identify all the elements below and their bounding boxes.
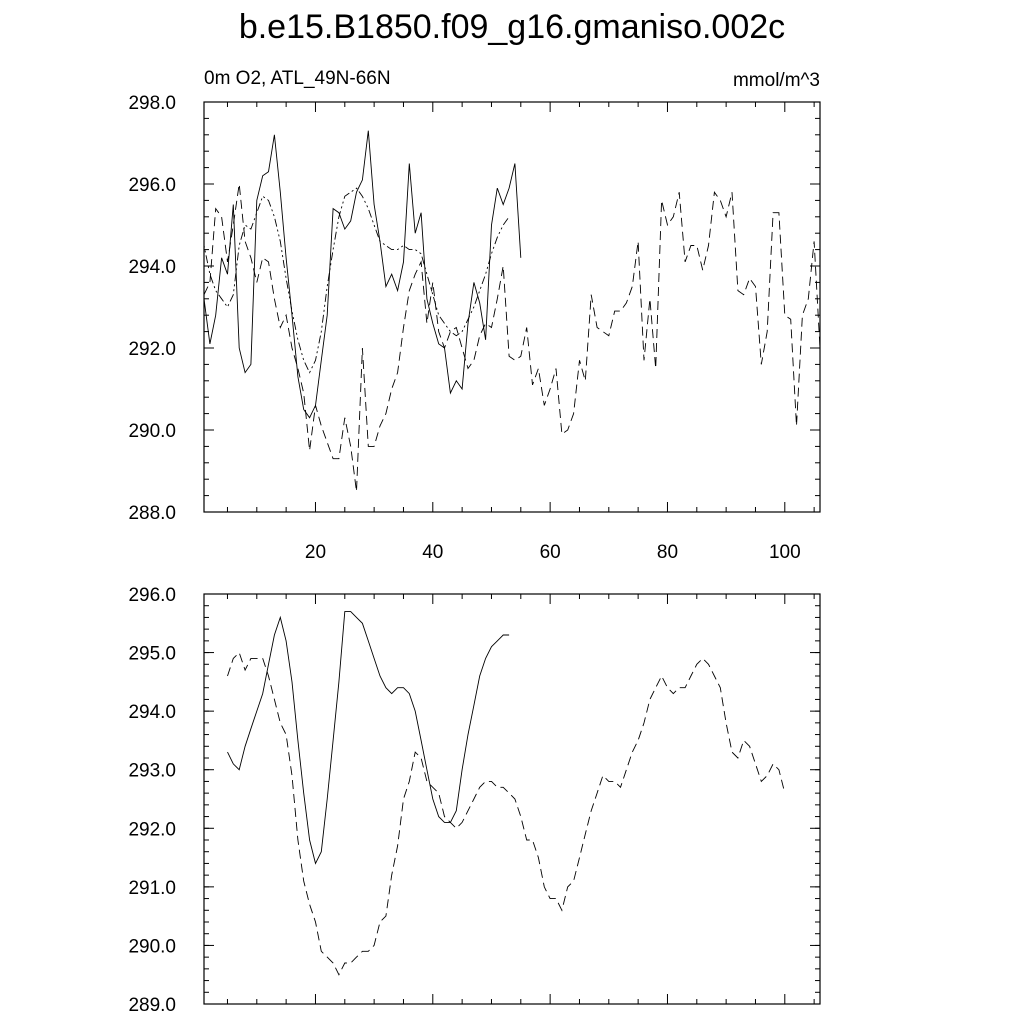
x-tick-label: 80 [656, 542, 679, 563]
y-tick-label: 288.0 [128, 503, 176, 524]
y-tick-label: 294.0 [128, 702, 176, 724]
y-tick-label: 294.0 [128, 257, 176, 278]
top-series-dashed-line [204, 184, 820, 492]
subtitle-left: 0m O2, ATL_49N-66N [204, 68, 391, 89]
figure-title: b.e15.B1850.f09_g16.gmaniso.002c [238, 8, 786, 46]
top-plot-panel [128, 93, 820, 563]
y-tick-label: 292.0 [128, 819, 176, 841]
bottom-series-dashed-line [228, 653, 785, 975]
subtitle-right: mmol/m^3 [732, 70, 820, 91]
y-tick-label: 293.0 [128, 760, 176, 782]
y-tick-label: 295.0 [128, 643, 176, 665]
top-series-dotted-line [204, 188, 509, 373]
y-tick-label: 292.0 [128, 339, 176, 360]
top-plot-frame [204, 102, 820, 512]
y-tick-label: 289.0 [128, 995, 176, 1016]
x-tick-label: 60 [539, 542, 561, 563]
x-tick-label: 100 [768, 542, 801, 563]
bottom-series-solid-line [228, 612, 510, 864]
y-tick-label: 290.0 [128, 421, 176, 442]
top-series-solid-line [204, 131, 521, 418]
x-tick-label: 20 [304, 542, 327, 563]
y-tick-label: 290.0 [128, 936, 176, 958]
y-tick-label: 296.0 [128, 175, 176, 196]
y-tick-label: 298.0 [128, 93, 176, 114]
y-tick-label: 296.0 [128, 585, 176, 606]
y-tick-label: 291.0 [128, 877, 176, 899]
bottom-plot-frame [204, 594, 820, 1004]
x-tick-label: 40 [422, 542, 444, 563]
bottom-plot-panel [128, 585, 820, 1016]
